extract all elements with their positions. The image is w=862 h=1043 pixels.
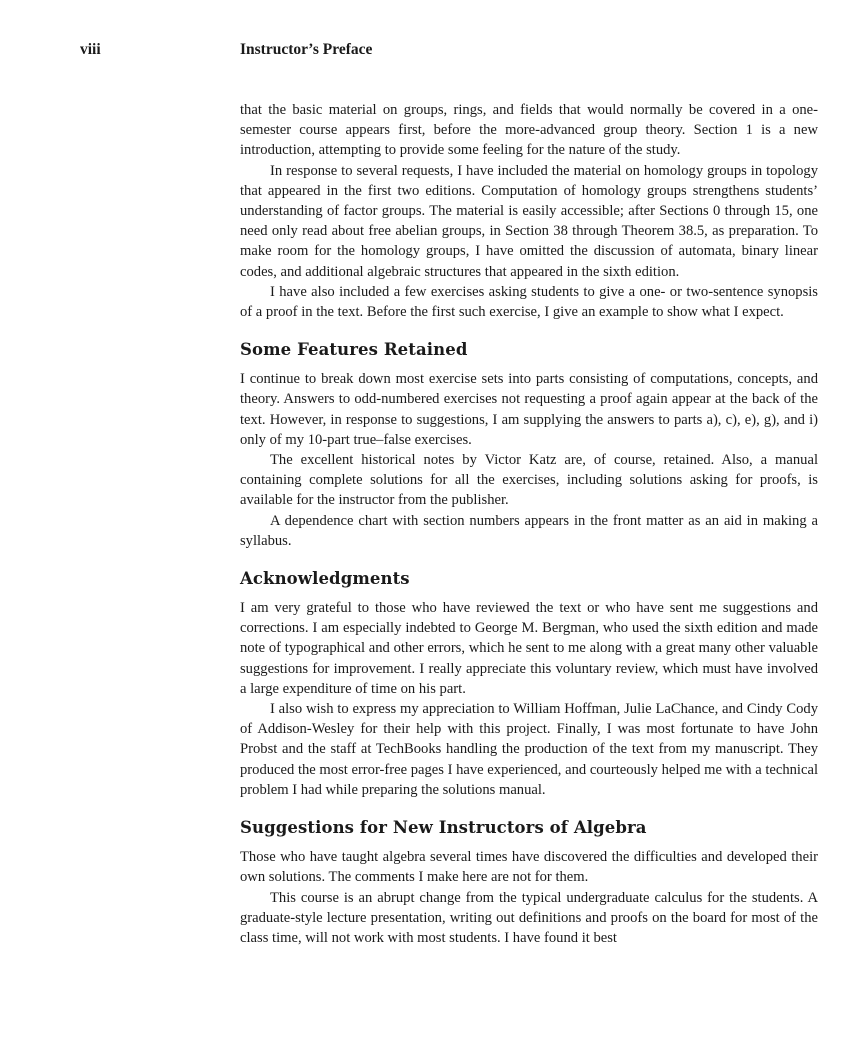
features-paragraph-3: A dependence chart with section numbers appears in the front matter as an aid in making a syllabus. [240,512,818,549]
features-paragraph-1: I continue to break down most exercise sets into parts consisting of computations, concepts, and theory. Answers to odd-numbered exercises not requesting a proof again appear at the back of the text. However, in response to suggestions, I am supplying the answers to parts a), c), e), g), and i) only of my 10-part true–false exercises. [240,371,818,448]
running-head-title: Instructor’s Preface [240,41,373,58]
suggestions-paragraph-2: This course is an abrupt change from the typical undergraduate calculus for the students. A graduate-style lecture presentation, writing out definitions and proofs on the board for most of the class time, will not work with most students. I have found it best [240,889,818,946]
page-body [240,100,818,948]
intro-paragraph-3: I have also included a few exercises asking students to give a one- or two-sentence synopsis of a proof in the text. Before the first such exercise, I give an example to show what I expect. [240,283,818,321]
page-number: viii [80,41,101,58]
section-heading-features: Some Features Retained [240,340,468,360]
running-head [0,41,862,61]
section-heading-suggestions: Suggestions for New Instructors of Algebra [240,818,647,838]
intro-paragraph-1: that the basic material on groups, rings, and fields that would normally be covered in a one-semester course appears first, before the more-advanced group theory. Section 1 is a new introduction, attempting to provide some feeling for the nature of the study. [240,102,818,159]
section-heading-acknowledgments: Acknowledgments [240,569,410,589]
features-paragraph-2: The excellent historical notes by Victor Katz are, of course, retained. Also, a manual containing complete solutions for all the exercises, including solutions asking for proofs, is available for the instructor from the publisher. [240,452,818,509]
suggestions-paragraph-1: Those who have taught algebra several times have discovered the difficulties and developed their own solutions. The comments I make here are not for them. [240,849,818,886]
acknowledgments-paragraph-1: I am very grateful to those who have reviewed the text or who have sent me suggestions and corrections. I am especially indebted to George M. Bergman, who used the sixth edition and made note of typographical and other errors, which he sent to me along with a great many other valuable suggestions for improvement. I really appreciate this voluntary review, which must have involved a large expenditure of time on his part. [240,600,818,697]
acknowledgments-paragraph-2: I also wish to express my appreciation to William Hoffman, Julie LaChance, and Cindy Cody of Addison-Wesley for their help with this project. Finally, I was most fortunate to have John Probst and the staff at TechBooks handling the production of the text from my manuscript. They produced the most error-free pages I have experienced, and courteously helped me with a technical problem I had while preparing the solutions manual. [240,701,818,798]
intro-paragraph-2: In response to several requests, I have included the material on homology groups in topology that appeared in the first two editions. Computation of homology groups strengthens students’ understanding of factor groups. The material is easily accessible; after Sections 0 through 15, one need only read about free abelian groups, in Section 38 through Theorem 38.5, as preparation. To make room for the homology groups, I have omitted the discussion of automata, binary linear codes, and additional algebraic structures that appeared in the sixth edition. [240,162,818,280]
